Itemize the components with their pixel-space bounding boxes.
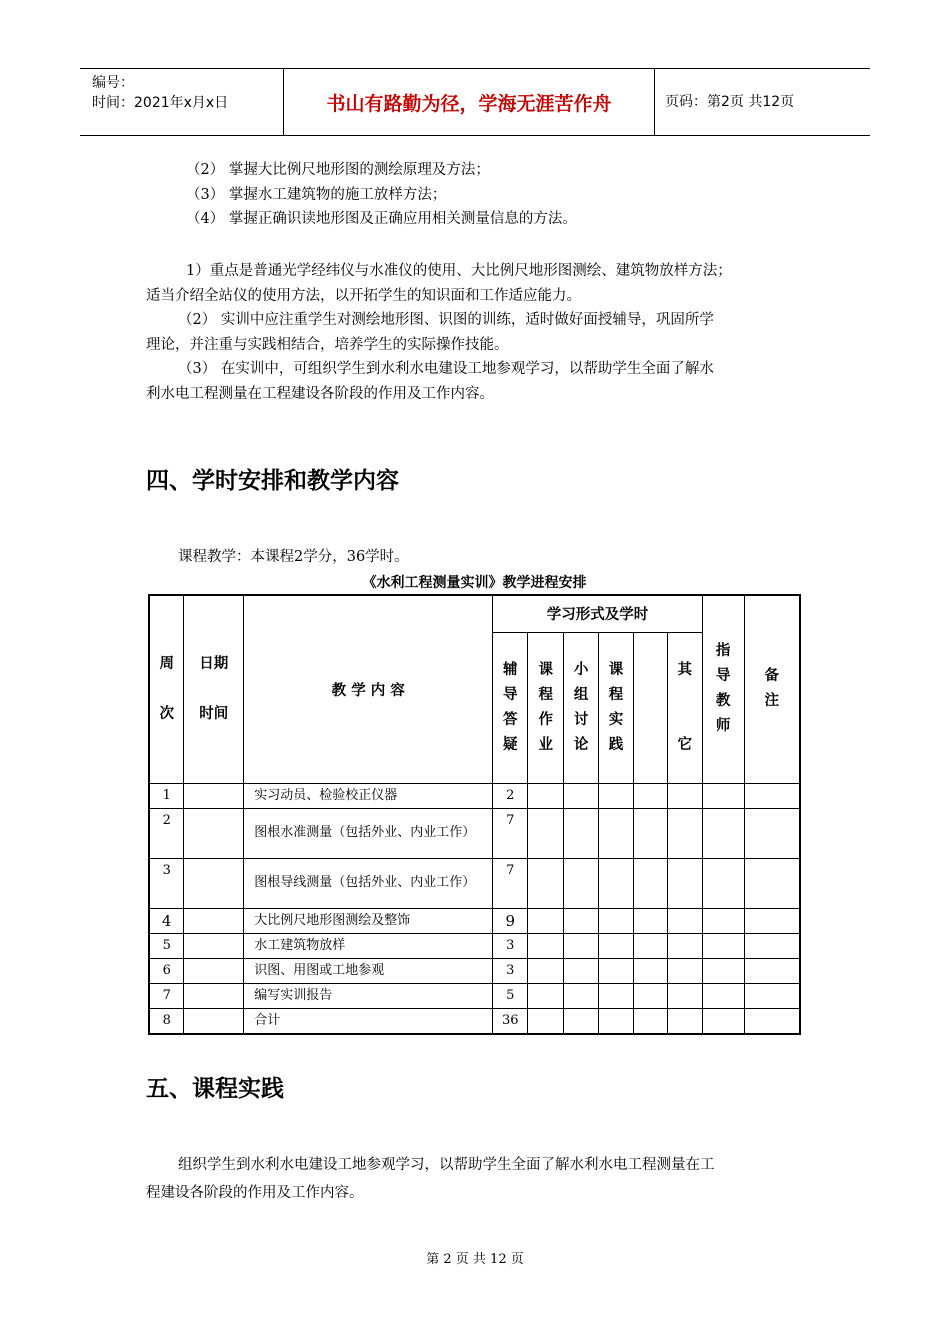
section-4-title: 四、学时安排和教学内容: [146, 468, 399, 494]
empty-cell: [528, 983, 564, 1008]
empty-cell: [633, 858, 667, 908]
note-line: 适当介绍全站仪的使用方法，以开拓学生的知识面和工作适应能力。: [146, 287, 581, 304]
date-cell: [184, 908, 244, 933]
header-content: 教 学 内 容: [244, 595, 493, 783]
hours-cell: 7: [493, 858, 528, 908]
empty-cell: [744, 933, 800, 958]
date-cell: [184, 1008, 244, 1034]
note-line: （3） 在实训中，可组织学生到水利水电建设工地参观学习，以帮助学生全面了解水: [178, 361, 714, 377]
hours-cell: 2: [493, 783, 528, 808]
empty-cell: [633, 908, 667, 933]
content-cell: 大比例尺地形图测绘及整饰: [244, 908, 493, 933]
empty-cell: [744, 1008, 800, 1034]
header-page-label: 页码：第2页 共12页: [665, 94, 795, 110]
empty-cell: [633, 983, 667, 1008]
empty-cell: [528, 1008, 564, 1034]
note-line: 1）重点是普通光学经纬仪与水准仪的使用、大比例尺地形图测绘、建筑物放样方法；: [186, 263, 732, 279]
header-learning-form: 学习形式及学时: [493, 595, 702, 632]
table-row: [149, 958, 800, 983]
empty-cell: [702, 908, 744, 933]
empty-cell: [633, 958, 667, 983]
empty-cell: [528, 933, 564, 958]
empty-cell: [564, 958, 599, 983]
header-other: 其 它: [667, 632, 702, 783]
empty-cell: [667, 958, 702, 983]
empty-cell: [667, 983, 702, 1008]
empty-cell: [564, 908, 599, 933]
empty-cell: [564, 933, 599, 958]
empty-cell: [702, 933, 744, 958]
table-row: [149, 933, 800, 958]
code-label: 编号：: [92, 75, 134, 91]
table-row: [149, 783, 800, 808]
section-5-title: 五、课程实践: [146, 1076, 284, 1102]
content-cell: 合计: [244, 1008, 493, 1034]
header-practice: 课 程 实 践: [599, 632, 634, 783]
empty-cell: [744, 908, 800, 933]
table-row: [149, 858, 800, 908]
table-row: [149, 808, 800, 858]
empty-cell: [599, 908, 634, 933]
empty-cell: [667, 933, 702, 958]
empty-cell: [702, 1008, 744, 1034]
empty-cell: [599, 858, 634, 908]
empty-cell: [599, 808, 634, 858]
time-label: 时间：2021年x月x日: [92, 95, 229, 111]
date-cell: [184, 808, 244, 858]
header-motto: 书山有路勤为径，学海无涯苦作舟: [283, 69, 655, 135]
empty-cell: [744, 983, 800, 1008]
practice-line: 组织学生到水利水电建设工地参观学习，以帮助学生全面了解水利水电工程测量在工: [178, 1157, 715, 1173]
empty-cell: [667, 858, 702, 908]
empty-cell: [528, 958, 564, 983]
empty-cell: [667, 783, 702, 808]
week-cell: 4: [149, 908, 184, 933]
page-header: [80, 68, 870, 136]
content-cell: 图根导线测量（包括外业、内业工作）: [244, 858, 493, 908]
empty-cell: [528, 908, 564, 933]
week-cell: 2: [149, 808, 184, 858]
header-left: [80, 69, 283, 135]
note-line: 理论，并注重与实践相结合，培养学生的实际操作技能。: [146, 336, 509, 353]
week-cell: 5: [149, 933, 184, 958]
empty-cell: [744, 858, 800, 908]
practice-paragraph: [146, 1151, 826, 1207]
objectives-list: [146, 158, 826, 232]
practice-line: 程建设各阶段的作用及工作内容。: [146, 1185, 364, 1201]
content-cell: 图根水准测量（包括外业、内业工作）: [244, 808, 493, 858]
empty-cell: [599, 958, 634, 983]
date-cell: [184, 983, 244, 1008]
table-header-row: [149, 595, 800, 632]
content-cell: 实习动员、检验校正仪器: [244, 783, 493, 808]
empty-cell: [599, 933, 634, 958]
empty-cell: [702, 983, 744, 1008]
empty-cell: [744, 958, 800, 983]
hours-cell: 5: [493, 983, 528, 1008]
header-week: 周 次: [149, 595, 184, 783]
table-row: [149, 908, 800, 933]
week-cell: 7: [149, 983, 184, 1008]
empty-cell: [667, 908, 702, 933]
empty-cell: [702, 858, 744, 908]
date-cell: [184, 933, 244, 958]
empty-cell: [702, 808, 744, 858]
header-note: 备 注: [744, 595, 800, 783]
objective-item: （4） 掌握正确识读地形图及正确应用相关测量信息的方法。: [186, 211, 577, 227]
hours-cell: 3: [493, 933, 528, 958]
empty-cell: [667, 808, 702, 858]
date-cell: [184, 783, 244, 808]
empty-cell: [633, 808, 667, 858]
empty-cell: [667, 1008, 702, 1034]
table-row: [149, 983, 800, 1008]
empty-cell: [564, 1008, 599, 1034]
content-cell: 水工建筑物放样: [244, 933, 493, 958]
objective-item: （2） 掌握大比例尺地形图的测绘原理及方法；: [186, 162, 490, 178]
header-group-discussion: 小 组 讨 论: [564, 632, 599, 783]
header-teacher: 指 导 教 师: [702, 595, 744, 783]
empty-cell: [744, 808, 800, 858]
empty-cell: [564, 808, 599, 858]
note-line: 利水电工程测量在工程建设各阶段的作用及工作内容。: [146, 385, 494, 402]
hours-cell: 3: [493, 958, 528, 983]
objective-item: （3） 掌握水工建筑物的施工放样方法；: [186, 186, 447, 203]
empty-cell: [702, 783, 744, 808]
empty-cell: [564, 858, 599, 908]
empty-cell: [633, 1008, 667, 1034]
course-intro: 课程教学：本课程2学分，36学时。: [178, 549, 409, 565]
page-footer: 第 2 页 共 12 页: [426, 1252, 524, 1267]
header-tutoring: 辅 导 答 疑: [493, 632, 528, 783]
hours-cell: 9: [493, 908, 528, 933]
week-cell: 8: [149, 1008, 184, 1034]
empty-cell: [633, 783, 667, 808]
empty-cell: [564, 983, 599, 1008]
empty-cell: [564, 783, 599, 808]
header-date: 日期 时间: [184, 595, 244, 783]
empty-cell: [599, 1008, 634, 1034]
header-blank: [633, 632, 667, 783]
empty-cell: [599, 983, 634, 1008]
empty-cell: [599, 783, 634, 808]
teaching-notes: [146, 259, 826, 406]
empty-cell: [528, 808, 564, 858]
week-cell: 6: [149, 958, 184, 983]
empty-cell: [744, 783, 800, 808]
content-cell: 识图、用图或工地参观: [244, 958, 493, 983]
date-cell: [184, 858, 244, 908]
empty-cell: [633, 933, 667, 958]
empty-cell: [702, 958, 744, 983]
week-cell: 1: [149, 783, 184, 808]
week-cell: 3: [149, 858, 184, 908]
header-homework: 课 程 作 业: [528, 632, 564, 783]
table-row-total: [149, 1008, 800, 1034]
content-cell: 编写实训报告: [244, 983, 493, 1008]
table-caption: 《水利工程测量实训》教学进程安排: [362, 575, 587, 591]
hours-cell: 36: [493, 1008, 528, 1034]
schedule-table: [148, 594, 801, 1035]
empty-cell: [528, 783, 564, 808]
note-line: （2） 实训中应注重学生对测绘地形图、识图的训练，适时做好面授辅导，巩固所学: [178, 312, 714, 328]
empty-cell: [528, 858, 564, 908]
date-cell: [184, 958, 244, 983]
hours-cell: 7: [493, 808, 528, 858]
